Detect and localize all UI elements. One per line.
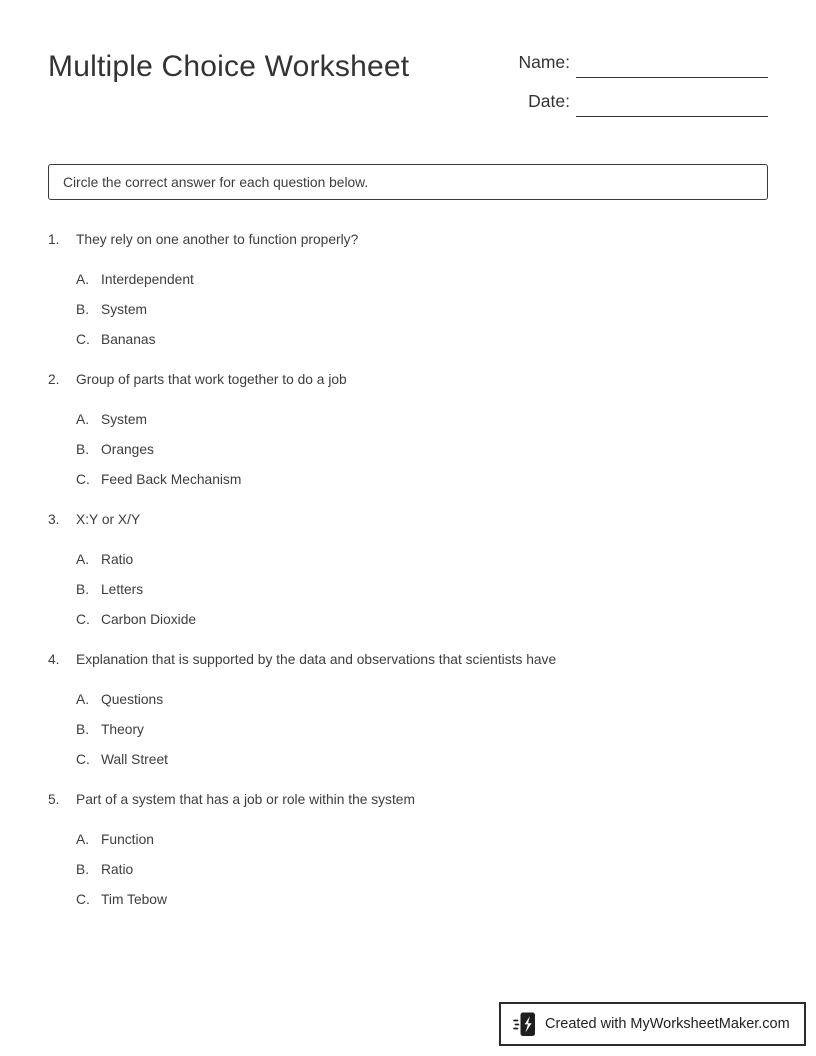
instruction-box xyxy=(48,164,768,200)
option-text: Questions xyxy=(101,692,164,707)
option-letter: B. xyxy=(76,442,90,457)
question-2 xyxy=(48,370,768,490)
question-line xyxy=(48,650,768,670)
option-b xyxy=(76,580,768,600)
option-text: Interdependent xyxy=(101,272,194,287)
option-c xyxy=(76,750,768,770)
option-text: System xyxy=(101,302,147,317)
option-a xyxy=(76,550,768,570)
question-line xyxy=(48,790,768,810)
option-a xyxy=(76,690,768,710)
name-label: Name: xyxy=(518,52,570,72)
option-text: Carbon Dioxide xyxy=(101,612,197,627)
option-text: Oranges xyxy=(101,442,154,457)
option-b xyxy=(76,440,768,460)
name-field-row xyxy=(518,48,768,78)
worksheet-maker-logo-icon xyxy=(513,1011,536,1038)
option-letter: A. xyxy=(76,832,90,847)
question-text: Group of parts that work together to do a job xyxy=(76,372,347,387)
option-letter: C. xyxy=(76,472,90,487)
option-letter: B. xyxy=(76,302,90,317)
option-b xyxy=(76,300,768,320)
footer-credit-box xyxy=(499,1002,806,1046)
option-letter: B. xyxy=(76,722,90,737)
option-c xyxy=(76,470,768,490)
option-text: Letters xyxy=(101,582,144,597)
option-text: Wall Street xyxy=(101,752,168,767)
question-number: 1. xyxy=(48,232,60,247)
question-list xyxy=(48,230,768,930)
option-c xyxy=(76,610,768,630)
date-blank-line xyxy=(576,88,768,117)
footer-credit-text: Created with MyWorksheetMaker.com xyxy=(545,1016,790,1032)
option-text: Tim Tebow xyxy=(101,892,167,907)
question-text: Part of a system that has a job or role within the system xyxy=(76,792,415,807)
option-a xyxy=(76,410,768,430)
option-letter: C. xyxy=(76,892,90,907)
option-text: Bananas xyxy=(101,332,156,347)
question-number: 3. xyxy=(48,512,60,527)
option-letter: A. xyxy=(76,412,90,427)
option-text: Function xyxy=(101,832,154,847)
question-line xyxy=(48,510,768,530)
question-text: They rely on one another to function properly? xyxy=(76,232,359,247)
option-c xyxy=(76,890,768,910)
question-text: Explanation that is supported by the data and observations that scientists have xyxy=(76,652,557,667)
question-4 xyxy=(48,650,768,770)
option-b xyxy=(76,720,768,740)
option-text: System xyxy=(101,412,147,427)
question-number: 4. xyxy=(48,652,60,667)
option-letter: A. xyxy=(76,552,90,567)
option-b xyxy=(76,860,768,880)
question-line xyxy=(48,230,768,250)
option-letter: A. xyxy=(76,692,90,707)
option-text: Ratio xyxy=(101,552,134,567)
option-text: Feed Back Mechanism xyxy=(101,472,242,487)
option-letter: A. xyxy=(76,272,90,287)
question-number: 5. xyxy=(48,792,60,807)
option-letter: C. xyxy=(76,332,90,347)
option-letter: B. xyxy=(76,582,90,597)
question-number: 2. xyxy=(48,372,60,387)
option-a xyxy=(76,270,768,290)
question-3 xyxy=(48,510,768,630)
header-fields xyxy=(518,48,768,117)
date-field-row xyxy=(518,87,768,117)
question-line xyxy=(48,370,768,390)
option-letter: B. xyxy=(76,862,90,877)
question-text: X:Y or X/Y xyxy=(76,512,141,527)
option-text: Ratio xyxy=(101,862,134,877)
option-letter: C. xyxy=(76,752,90,767)
page-title: Multiple Choice Worksheet xyxy=(48,50,410,83)
option-letter: C. xyxy=(76,612,90,627)
instruction-text: Circle the correct answer for each question below. xyxy=(63,174,369,190)
option-c xyxy=(76,330,768,350)
option-a xyxy=(76,830,768,850)
question-1 xyxy=(48,230,768,350)
question-5 xyxy=(48,790,768,910)
option-text: Theory xyxy=(101,722,144,737)
name-blank-line xyxy=(576,49,768,78)
date-label: Date: xyxy=(528,91,570,111)
